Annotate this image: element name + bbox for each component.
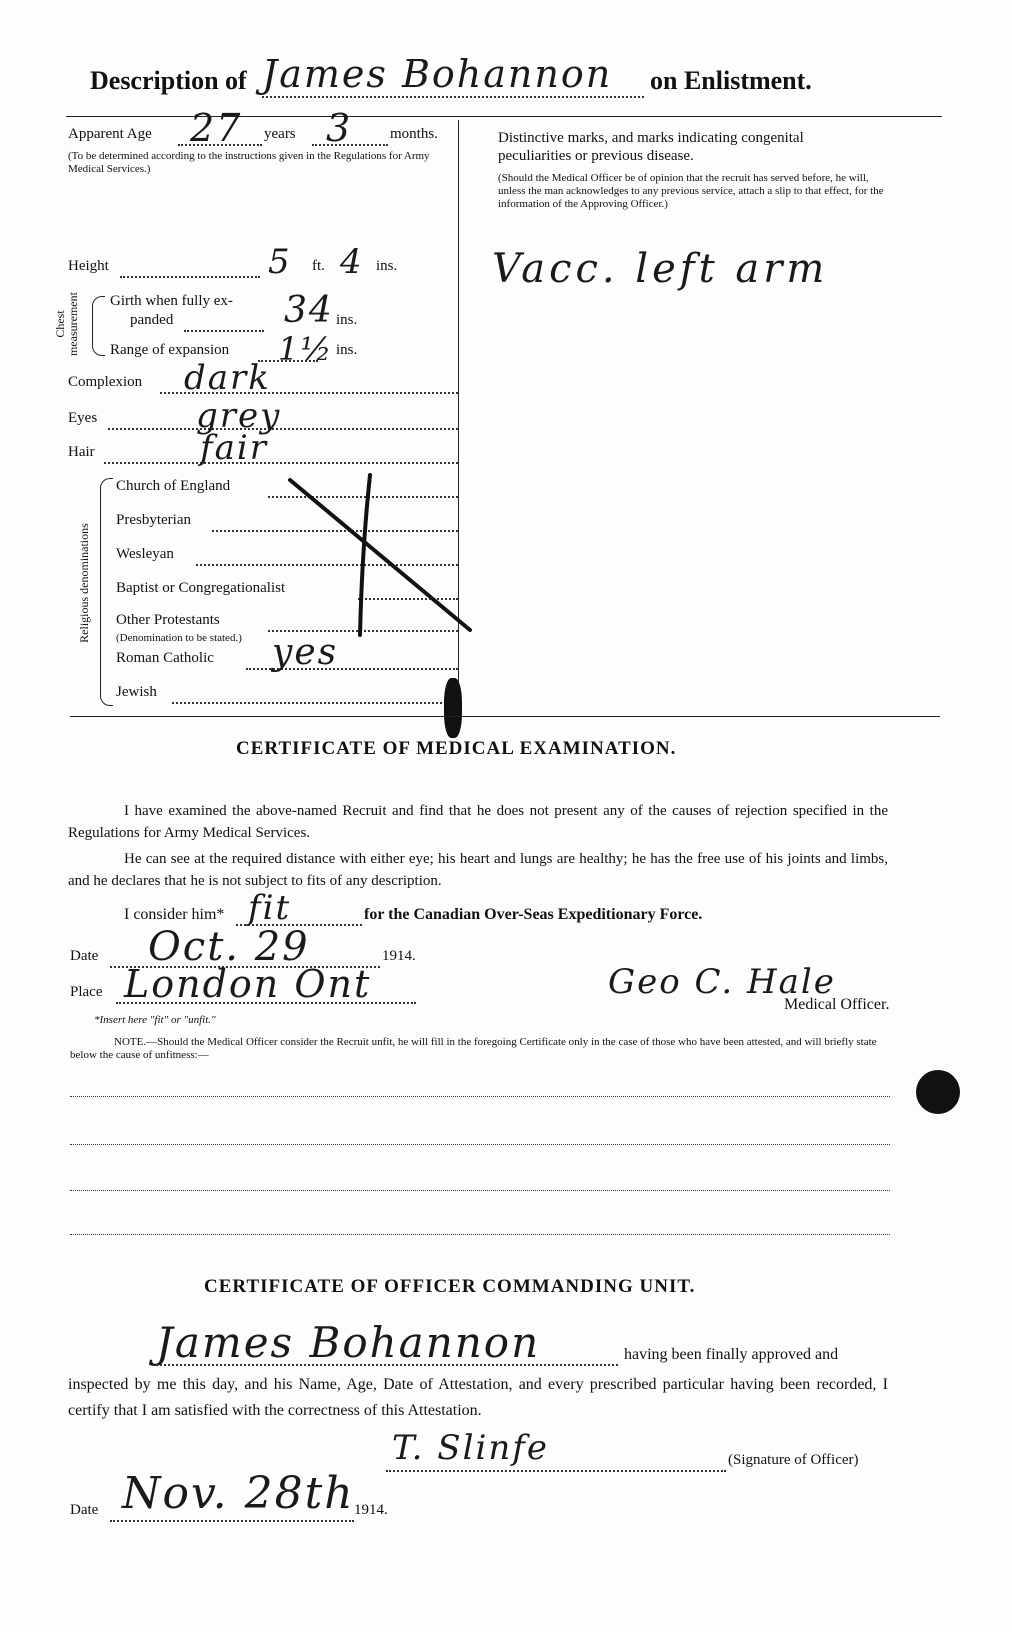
hair-value: fair <box>200 428 268 468</box>
med-date-value: Oct. 29 <box>148 924 310 970</box>
religion-presbyterian: Presbyterian <box>116 512 191 528</box>
unfit-line-4 <box>70 1234 890 1235</box>
age-note: (To be determined according to the instructions given in the Regulations for Army Medical Services.) <box>68 150 430 175</box>
medical-officer-label: Medical Officer. <box>784 996 890 1013</box>
hair-line <box>104 462 458 464</box>
girth-label-2: panded <box>130 312 174 328</box>
cmd-date-year: 1914. <box>354 1502 388 1518</box>
height-ft-unit: ft. <box>312 258 325 274</box>
place-value: London Ont <box>124 962 372 1006</box>
recruit-name: James Bohannon <box>262 52 613 96</box>
religion-denomination-note: (Denomination to be stated.) <box>116 632 242 644</box>
commanding-signature-line <box>386 1470 726 1472</box>
commanding-line1-suffix: having been finally approved and <box>624 1346 839 1363</box>
commanding-heading: CERTIFICATE OF OFFICER COMMANDING UNIT. <box>204 1276 696 1297</box>
marks-value: Vacc. left arm <box>492 246 829 292</box>
religion-church-of-england: Church of England <box>116 478 231 494</box>
girth-label-1: Girth when fully ex- <box>110 293 233 309</box>
title-prefix: Description of <box>90 66 247 95</box>
height-ft-value: 5 <box>268 242 292 282</box>
medical-heading: CERTIFICATE OF MEDICAL EXAMINATION. <box>236 738 677 759</box>
commanding-name-line <box>156 1364 618 1366</box>
section-rule-1 <box>70 716 940 717</box>
cmd-date-line <box>110 1520 354 1522</box>
religion-line-7 <box>172 702 458 704</box>
marks-heading-1: Distinctive marks, and marks indicating congenital <box>498 130 804 146</box>
hair-label: Hair <box>68 444 95 460</box>
cmd-date-label: Date <box>70 1502 99 1518</box>
unfit-line-1 <box>70 1096 890 1097</box>
medical-signature: Geo C. Hale <box>608 962 836 1002</box>
punch-hole <box>916 1070 960 1114</box>
commanding-signature-label: (Signature of Officer) <box>728 1452 859 1468</box>
consider-suffix: for the Canadian Over-Seas Expeditionary Force. <box>364 906 703 923</box>
age-years-unit: years <box>264 126 296 142</box>
religion-cross-mark <box>280 470 480 640</box>
consider-prefix: I consider him* <box>124 906 225 923</box>
range-label: Range of expansion <box>110 342 230 358</box>
age-years-value: 27 <box>190 106 243 150</box>
religion-wesleyan: Wesleyan <box>116 546 174 562</box>
age-label: Apparent Age <box>68 126 152 142</box>
unfit-line-2 <box>70 1144 890 1145</box>
religion-jewish: Jewish <box>116 684 157 700</box>
complexion-value: dark <box>184 358 271 398</box>
chest-label: Chest measurement <box>53 292 80 356</box>
unfit-line-3 <box>70 1190 890 1191</box>
girth-value: 34 <box>284 290 334 331</box>
med-date-year: 1914. <box>382 948 416 964</box>
commanding-para: inspected by me this day, and his Name, Age, Date of Attestation, and every prescribed particular having been recorded, I certify that I am satisfied with the correctness of this Attestation. <box>68 1376 888 1419</box>
religion-bracket <box>100 478 113 706</box>
age-months-value: 3 <box>326 106 353 150</box>
insert-note: *Insert here "fit" or "unfit." <box>94 1014 216 1026</box>
height-in-unit: ins. <box>376 258 398 274</box>
range-value: 1½ <box>278 330 334 368</box>
complexion-label: Complexion <box>68 374 143 390</box>
range-unit: ins. <box>336 342 358 358</box>
marks-heading-2: peculiarities or previous disease. <box>498 148 694 164</box>
medical-para-2: He can see at the required distance with either eye; his heart and lungs are healthy; he has the free use of his joints and limbs, and he declares that he is not subject to fits of any description. <box>68 851 888 889</box>
place-label: Place <box>70 984 103 1000</box>
ink-blot <box>444 678 462 738</box>
religion-label: Religious denominations <box>77 523 91 643</box>
height-label: Height <box>68 258 109 274</box>
medical-para-1: I have examined the above-named Recruit and find that he does not present any of the causes of rejection specified in the Regulations for Army Medical Services. <box>68 803 888 841</box>
girth-unit: ins. <box>336 312 358 328</box>
med-date-label: Date <box>70 948 99 964</box>
marks-note: (Should the Medical Officer be of opinion that the recruit has served before, he will, unless the man acknowledges to any previous service, attach a slip to that effect, for the information of the Approving Officer.) <box>498 172 884 210</box>
religion-other-protestants: Other Protestants <box>116 612 220 628</box>
age-months-unit: months. <box>390 126 438 142</box>
eyes-value: grey <box>196 396 282 436</box>
cmd-date-value: Nov. 28th <box>122 1468 355 1519</box>
consider-value: fit <box>248 888 292 928</box>
eyes-label: Eyes <box>68 410 98 426</box>
religion-baptist: Baptist or Congregationalist <box>116 580 286 596</box>
commanding-name: James Bohannon <box>156 1318 541 1367</box>
name-line <box>262 96 644 98</box>
girth-line <box>184 330 264 332</box>
height-in-value: 4 <box>340 242 364 282</box>
unfit-note: NOTE.—Should the Medical Officer consider the Recruit unfit, he will fill in the foregoing Certificate only in the case of those who have been attested, and will briefly state below the cause of unfitness:— <box>70 1036 877 1061</box>
chest-bracket <box>92 296 105 356</box>
commanding-signature: T. Slinfe <box>392 1428 549 1468</box>
height-line-lead <box>120 276 260 278</box>
roman-catholic-value: yes <box>272 632 339 673</box>
religion-roman-catholic: Roman Catholic <box>116 650 214 666</box>
title-suffix: on Enlistment. <box>650 66 812 95</box>
eyes-line <box>108 428 458 430</box>
